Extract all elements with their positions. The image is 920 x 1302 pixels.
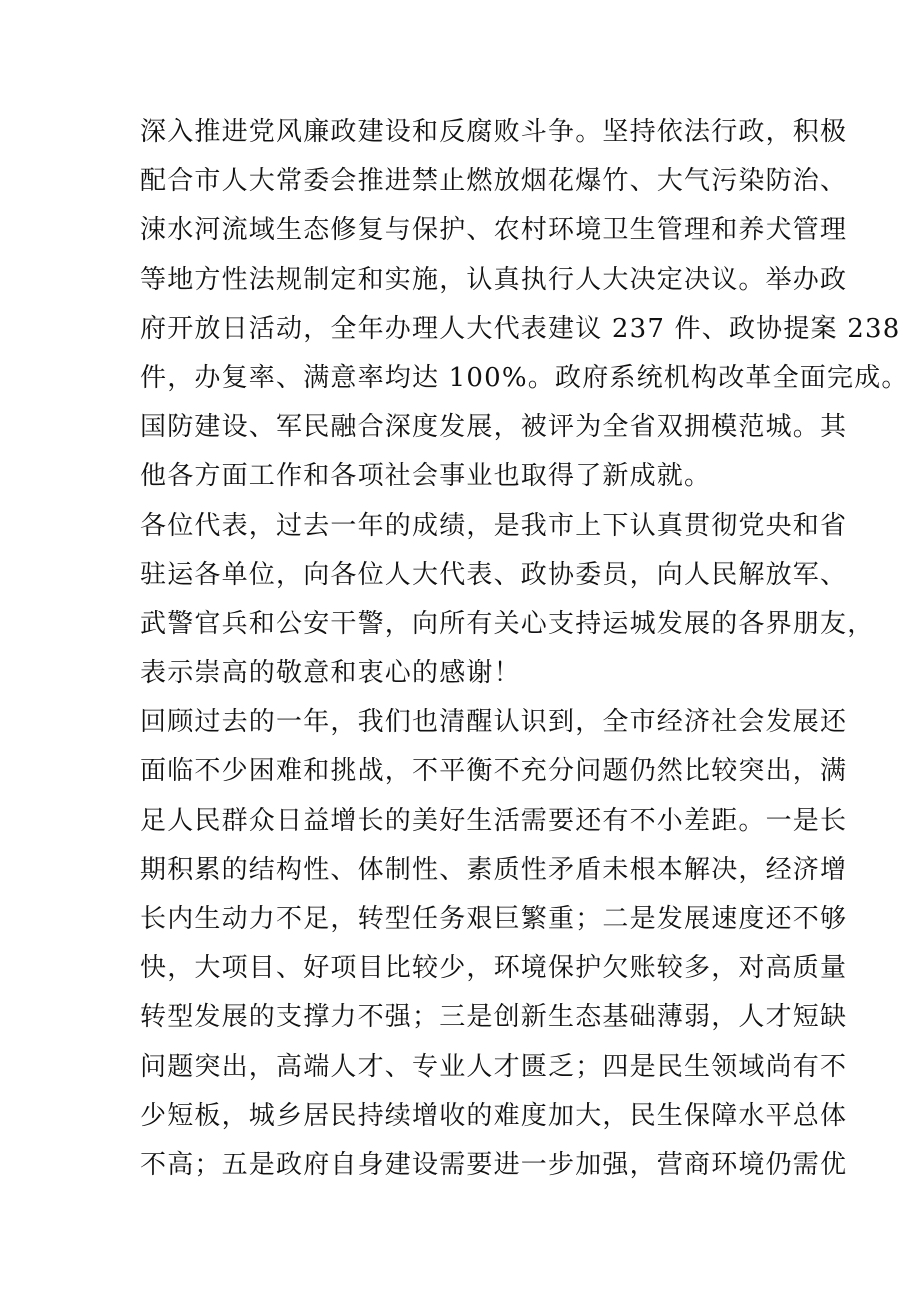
text-line: 府开放日活动，全年办理人大代表建议 237 件、政协提案 238: [140, 313, 901, 344]
text-line: 国防建设、军民融合深度发展，被评为全省双拥模范城。其: [140, 412, 848, 443]
text-line: 驻运各单位，向各位人大代表、政协委员，向人民解放军、: [140, 559, 848, 590]
text-line: 他各方面工作和各项社会事业也取得了新成就。: [140, 461, 712, 492]
text-line: 涑水河流域生态修复与保护、农村环境卫生管理和养犬管理: [140, 215, 848, 246]
text-line: 期积累的结构性、体制性、素质性矛盾未根本解决，经济增: [140, 854, 848, 885]
text-line: 少短板，城乡居民持续增收的难度加大，民生保障水平总体: [140, 1100, 848, 1131]
text-line: 足人民群众日益增长的美好生活需要还有不小差距。一是长: [140, 805, 848, 836]
text-line: 不高；五是政府自身建设需要进一步加强，营商环境仍需优: [140, 1149, 848, 1180]
text-line: 长内生动力不足，转型任务艰巨繁重；二是发展速度还不够: [140, 904, 848, 934]
text-line: 回顾过去的一年，我们也清醒认识到，全市经济社会发展还: [140, 707, 848, 738]
text-line: 件，办复率、满意率均达 100%。政府系统机构改革全面完成。: [140, 362, 909, 393]
text-line: 武警官兵和公安干警，向所有关心支持运城发展的各界朋友，: [140, 608, 875, 639]
text-line: 各位代表，过去一年的成绩，是我市上下认真贯彻党央和省: [140, 510, 848, 541]
text-line: 等地方性法规制定和实施，认真执行人大决定决议。举办政: [140, 264, 848, 295]
text-line: 快，大项目、好项目比较少，环境保护欠账较多，对高质量: [140, 953, 848, 984]
text-line: 面临不少困难和挑战，不平衡不充分问题仍然比较突出，满: [140, 756, 848, 787]
text-line: 问题突出，高端人才、专业人才匮乏；四是民生领域尚有不: [140, 1051, 848, 1082]
text-line: 配合市人大常委会推进禁止燃放烟花爆竹、大气污染防治、: [140, 166, 848, 197]
text-line: 转型发展的支撑力不强；三是创新生态基础薄弱，人才短缺: [140, 1002, 848, 1033]
document-body: [140, 108, 909, 1190]
text-line: 深入推进党风廉政建设和反腐败斗争。坚持依法行政，积极: [140, 117, 848, 147]
text-line: 表示崇高的敬意和衷心的感谢！: [140, 658, 521, 689]
